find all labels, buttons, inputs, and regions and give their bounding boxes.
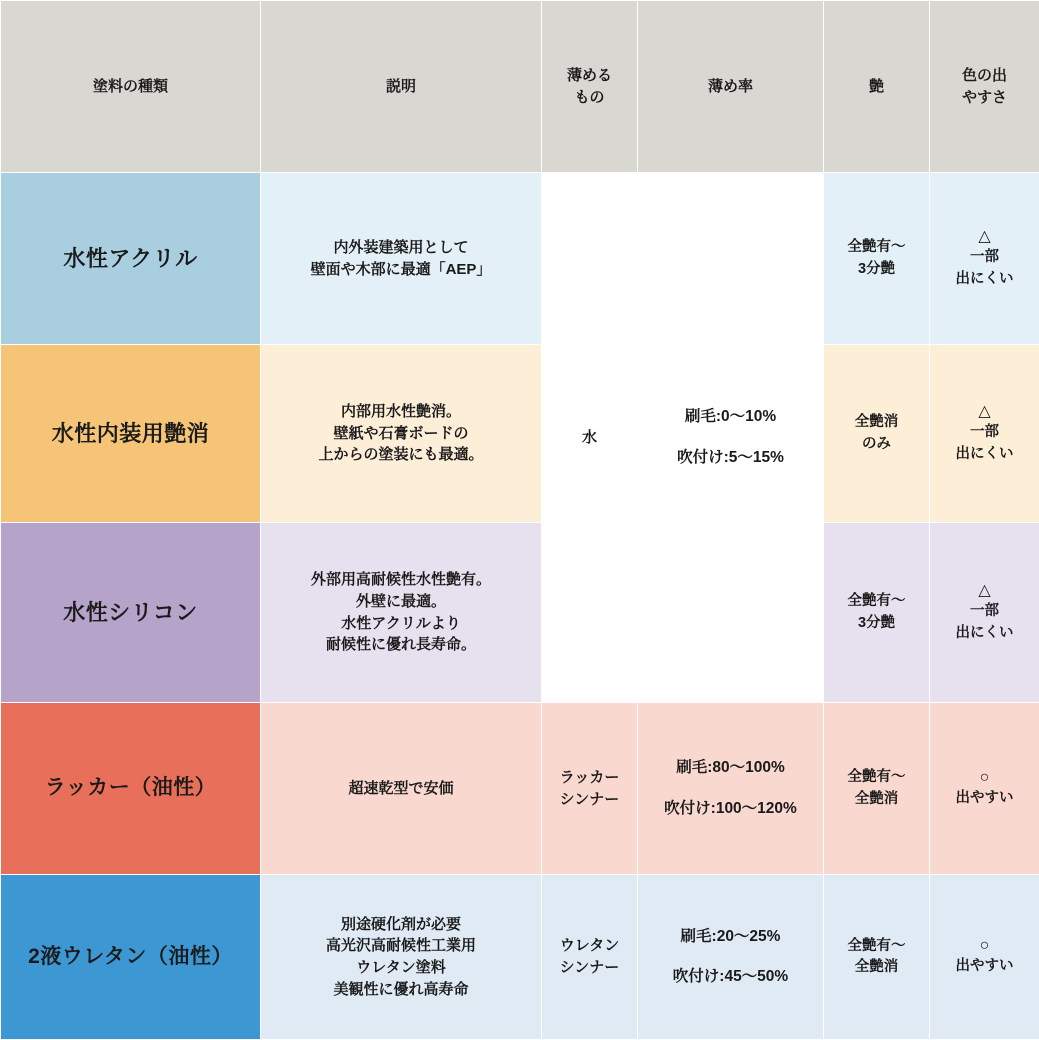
dilution-rate-brush: 刷毛:20〜25% — [644, 926, 817, 948]
description-line: 高光沢高耐候性工業用 — [267, 935, 535, 957]
gloss-line: 全艶有〜 — [830, 591, 923, 612]
table-header-row — [1, 1, 1039, 173]
gloss-line: のみ — [830, 434, 923, 455]
dilution-rate-value — [638, 875, 824, 1040]
thinner-value — [542, 875, 638, 1040]
table-body — [1, 173, 1039, 1040]
paint-description — [261, 345, 542, 523]
color-ease-line: 出にくい — [936, 623, 1033, 644]
color-ease-value — [930, 523, 1039, 703]
paint-type-name: 水性内装用艶消 — [1, 345, 261, 523]
dilution-rate-value — [638, 703, 824, 875]
paint-type-name: 水性シリコン — [1, 523, 261, 703]
color-ease-value — [930, 703, 1039, 875]
dilution-rate-spray: 吹付け:5〜15% — [644, 447, 817, 469]
gloss-value — [824, 173, 930, 345]
gloss-line: 3分艶 — [830, 613, 923, 634]
gloss-line: 全艶消 — [830, 957, 923, 978]
table-row — [1, 875, 1039, 1040]
header-thinner — [542, 1, 638, 173]
gloss-value — [824, 345, 930, 523]
color-ease-line: 出にくい — [936, 444, 1033, 465]
header-color-ease — [930, 1, 1039, 173]
header-paint-type: 塗料の種類 — [1, 1, 261, 173]
header-description: 説明 — [261, 1, 542, 173]
color-ease-value — [930, 173, 1039, 345]
paint-description — [261, 173, 542, 345]
color-ease-line: 出やすい — [936, 788, 1033, 809]
description-line: 壁面や木部に最適「AEP」 — [267, 259, 535, 281]
color-ease-value — [930, 345, 1039, 523]
description-line: 美観性に優れ高寿命 — [267, 979, 535, 1001]
thinner-line: ラッカー — [548, 767, 631, 789]
color-ease-mark: △ — [936, 402, 1033, 422]
table-row — [1, 173, 1039, 345]
color-ease-line: 一部 — [936, 247, 1033, 268]
color-ease-line: 出にくい — [936, 269, 1033, 290]
description-line: 上からの塗装にも最適。 — [267, 444, 535, 466]
gloss-value — [824, 875, 930, 1040]
dilution-rate-brush: 刷毛:80〜100% — [644, 757, 817, 779]
description-line: 内部用水性艶消。 — [267, 401, 535, 423]
gloss-line: 全艶有〜 — [830, 237, 923, 258]
header-gloss: 艶 — [824, 1, 930, 173]
color-ease-line: 一部 — [936, 601, 1033, 622]
thinner-value — [542, 703, 638, 875]
paint-description — [261, 875, 542, 1040]
description-line: ウレタン塗料 — [267, 957, 535, 979]
color-ease-line: 一部 — [936, 422, 1033, 443]
table-row — [1, 345, 1039, 523]
paint-description — [261, 523, 542, 703]
header-thinner-line-1: 薄める — [548, 65, 631, 87]
description-line: 外壁に最適。 — [267, 591, 535, 613]
dilution-rate-brush: 刷毛:0〜10% — [644, 406, 817, 428]
color-ease-value — [930, 875, 1039, 1040]
dilution-rate-spray: 吹付け:100〜120% — [644, 798, 817, 820]
color-ease-mark: ○ — [936, 936, 1033, 956]
description-line: 水性アクリルより — [267, 613, 535, 635]
header-dilution-rate: 薄め率 — [638, 1, 824, 173]
description-line: 超速乾型で安価 — [267, 778, 535, 800]
gloss-line: 3分艶 — [830, 259, 923, 280]
gloss-value — [824, 703, 930, 875]
thinner-line: シンナー — [548, 789, 631, 811]
header-color-ease-line-2: やすさ — [936, 87, 1033, 109]
description-line: 耐候性に優れ長寿命。 — [267, 634, 535, 656]
gloss-value — [824, 523, 930, 703]
description-line: 外部用高耐候性水性艶有。 — [267, 569, 535, 591]
table-row — [1, 523, 1039, 703]
paint-type-name: 2液ウレタン（油性） — [1, 875, 261, 1040]
paint-type-name: ラッカー（油性） — [1, 703, 261, 875]
paint-description — [261, 703, 542, 875]
color-ease-mark: ○ — [936, 768, 1033, 788]
thinner-line: シンナー — [548, 957, 631, 979]
gloss-line: 全艶消 — [830, 789, 923, 810]
description-line: 別途硬化剤が必要 — [267, 914, 535, 936]
paint-type-name: 水性アクリル — [1, 173, 261, 345]
color-ease-mark: △ — [936, 581, 1033, 601]
description-line: 内外装建築用として — [267, 237, 535, 259]
gloss-line: 全艶有〜 — [830, 936, 923, 957]
thinner-water: 水 — [542, 173, 638, 703]
color-ease-mark: △ — [936, 227, 1033, 247]
table-header — [1, 1, 1039, 173]
header-thinner-line-2: もの — [548, 87, 631, 109]
dilution-rate-water — [638, 173, 824, 703]
table-row — [1, 703, 1039, 875]
description-line: 壁紙や石膏ボードの — [267, 423, 535, 445]
dilution-rate-spray: 吹付け:45〜50% — [644, 966, 817, 988]
color-ease-line: 出やすい — [936, 956, 1033, 977]
gloss-line: 全艶消 — [830, 412, 923, 433]
gloss-line: 全艶有〜 — [830, 767, 923, 788]
header-color-ease-line-1: 色の出 — [936, 65, 1033, 87]
thinner-line: ウレタン — [548, 935, 631, 957]
